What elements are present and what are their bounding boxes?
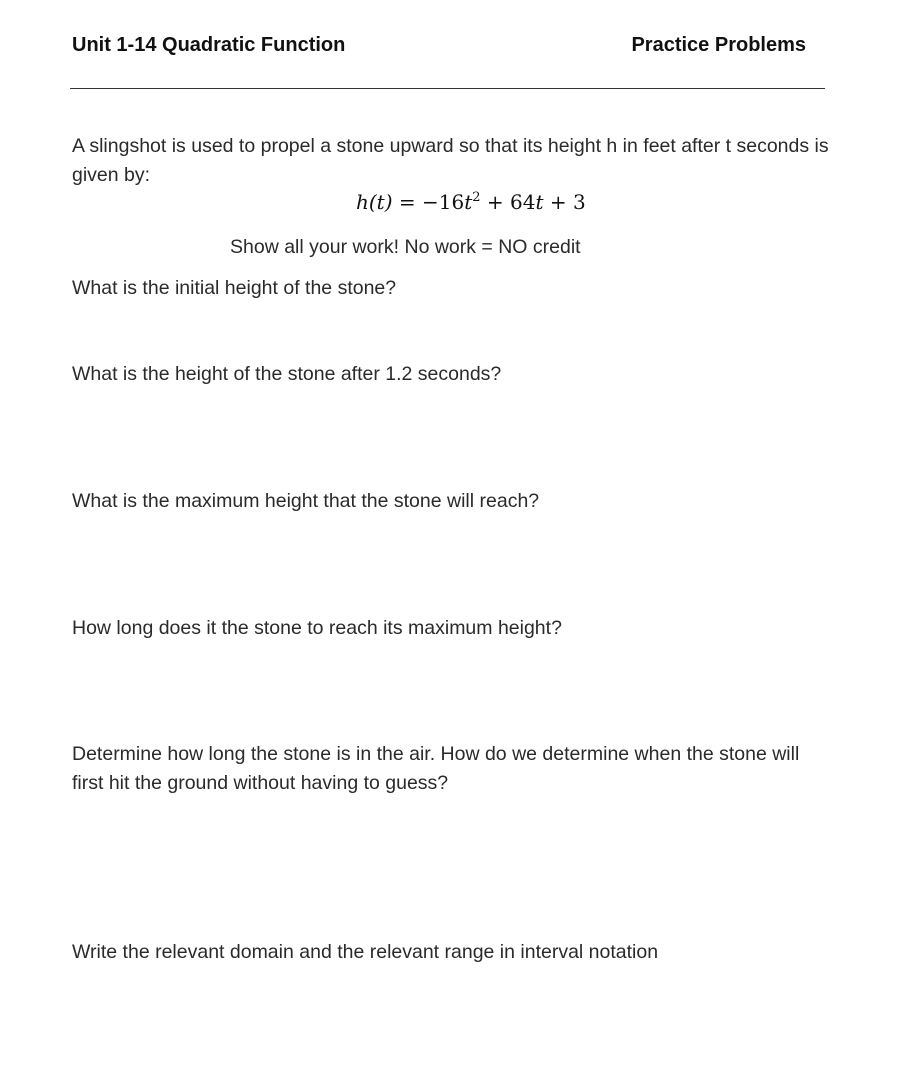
equation-equals: = <box>398 190 416 214</box>
work-instruction: Show all your work! No work = NO credit <box>230 236 581 258</box>
question-5: Determine how long the stone is in the air. How do we determine when the stone will first hit the ground without having to guess? <box>72 743 800 794</box>
equation-plus-1: + <box>486 190 504 214</box>
question-1: What is the initial height of the stone? <box>72 277 397 299</box>
equation-term1-coef: −16 <box>422 190 465 214</box>
question-4: How long does it the stone to reach its maximum height? <box>72 617 562 639</box>
header-divider <box>70 88 825 89</box>
worksheet-subtitle: Practice Problems <box>631 34 806 56</box>
equation-term2-var: t <box>535 190 544 214</box>
equation-term1-exponent: 2 <box>472 190 481 205</box>
question-2: What is the height of the stone after 1.2 seconds? <box>72 363 502 385</box>
equation-term1-var: t <box>464 190 473 214</box>
equation-plus-2: + <box>549 190 567 214</box>
question-6: Write the relevant domain and the relevant range in interval notation <box>72 941 659 963</box>
worksheet-title: Unit 1-14 Quadratic Function <box>72 34 346 56</box>
problem-intro: A slingshot is used to propel a stone upward so that its height h in feet after t seconds is given by: <box>72 135 829 186</box>
equation-term2-coef: 64 <box>510 190 536 214</box>
equation-lhs: h(t) <box>356 190 393 214</box>
equation-constant: 3 <box>573 190 586 214</box>
height-equation <box>356 190 586 214</box>
question-3: What is the maximum height that the stone will reach? <box>72 490 540 512</box>
